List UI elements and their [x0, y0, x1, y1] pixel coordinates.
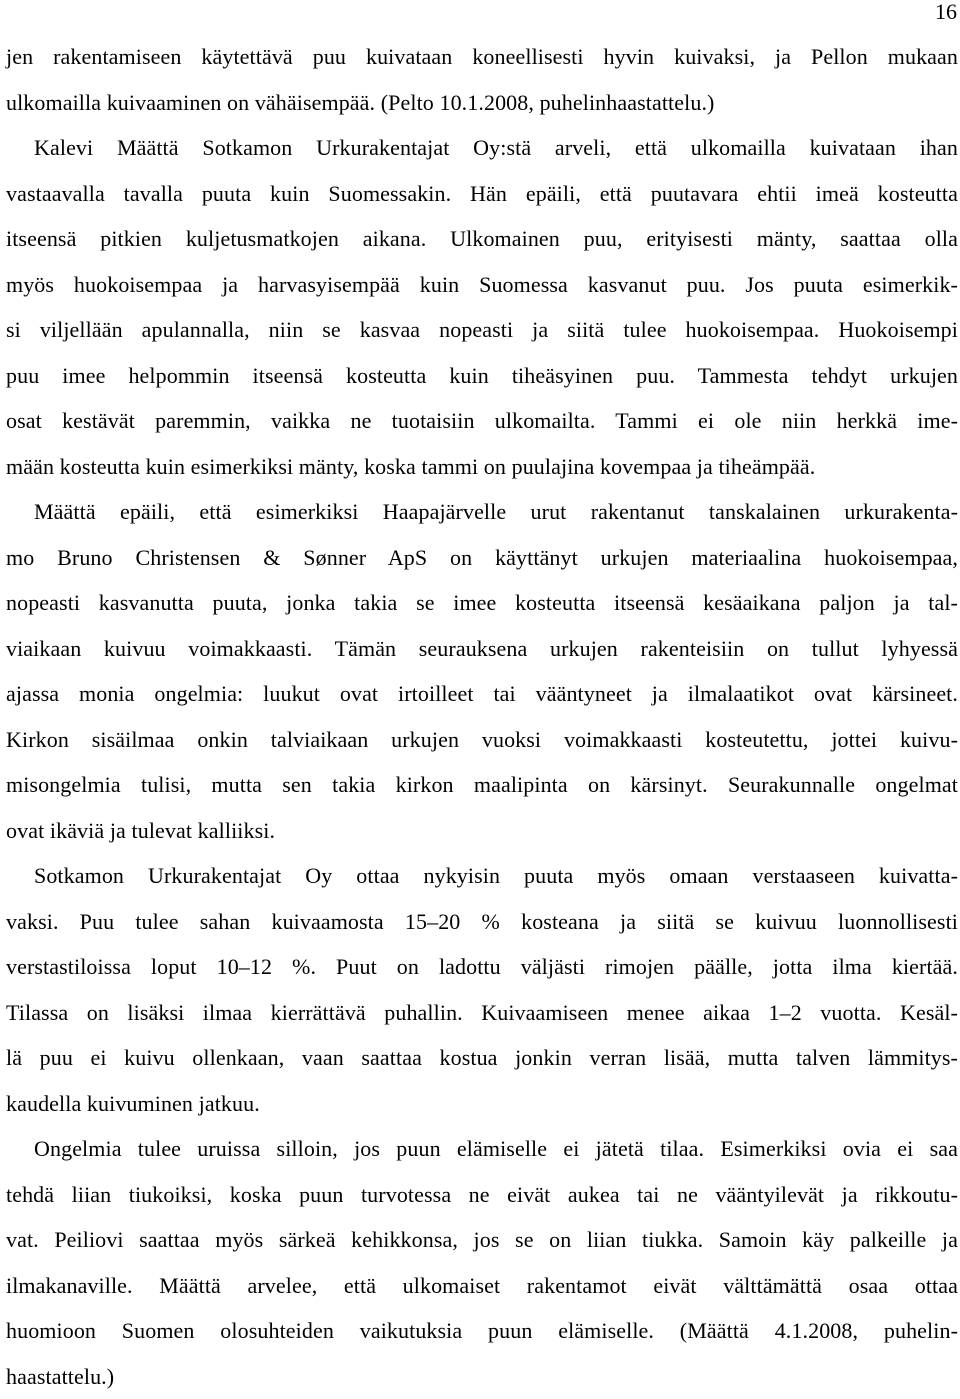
text-line: itseensä pitkien kuljetusmatkojen aikana. Ulkomainen puu, erityisesti mänty, saattaa olla [6, 216, 958, 262]
text-line: osat kestävät paremmin, vaikka ne tuotaisiin ulkomailta. Tammi ei ole niin herkkä ime- [6, 398, 958, 444]
text-line: ulkomailla kuivaaminen on vähäisempää. (Pelto 10.1.2008, puhelinhaastattelu.) [6, 80, 958, 126]
document-body [6, 34, 958, 1399]
text-line: myös huokoisempaa ja harvasyisempää kuin Suomessa kasvanut puu. Jos puuta esimerkik- [6, 262, 958, 308]
text-line: jen rakentamiseen käytettävä puu kuivataan koneellisesti hyvin kuivaksi, ja Pellon mukaan [6, 34, 958, 80]
text-line: mään kosteutta kuin esimerkiksi mänty, koska tammi on puulajina kovempaa ja tiheämpää. [6, 444, 958, 490]
text-line: huomioon Suomen olosuhteiden vaikutuksia puun elämiselle. (Määttä 4.1.2008, puhelin- [6, 1308, 958, 1354]
text-line: ajassa monia ongelmia: luukut ovat irtoilleet tai vääntyneet ja ilmalaatikot ovat kärsineet. [6, 671, 958, 717]
text-line: verstastiloissa loput 10–12 %. Puut on ladottu väljästi rimojen päälle, jotta ilma kiertää. [6, 944, 958, 990]
text-line: vastaavalla tavalla puuta kuin Suomessakin. Hän epäili, että puutavara ehtii imeä kosteutta [6, 171, 958, 217]
text-line: lä puu ei kuivu ollenkaan, vaan saattaa kostua jonkin verran lisää, mutta talven lämmitys- [6, 1035, 958, 1081]
text-line: Tilassa on lisäksi ilmaa kierrättävä puhallin. Kuivaamiseen menee aikaa 1–2 vuotta. Kesäl- [6, 990, 958, 1036]
text-line: mo Bruno Christensen & Sønner ApS on käyttänyt urkujen materiaalina huokoisempaa, [6, 535, 958, 581]
page-number: 16 [935, 0, 957, 24]
text-line: misongelmia tulisi, mutta sen takia kirkon maalipinta on kärsinyt. Seurakunnalle ongelmat [6, 762, 958, 808]
text-line: Ongelmia tulee uruissa silloin, jos puun elämiselle ei jätetä tilaa. Esimerkiksi ovia ei saa [6, 1126, 958, 1172]
text-line: si viljellään apulannalla, niin se kasvaa nopeasti ja siitä tulee huokoisempaa. Huokoisempi [6, 307, 958, 353]
text-line: nopeasti kasvanutta puuta, jonka takia se imee kosteutta itseensä kesäaikana paljon ja tal- [6, 580, 958, 626]
text-line: Määttä epäili, että esimerkiksi Haapajärvelle urut rakentanut tanskalainen urkurakenta- [6, 489, 958, 535]
text-line: kaudella kuivuminen jatkuu. [6, 1081, 958, 1127]
text-line: Kalevi Määttä Sotkamon Urkurakentajat Oy:stä arveli, että ulkomailla kuivataan ihan [6, 125, 958, 171]
text-line: ilmakanaville. Määttä arvelee, että ulkomaiset rakentamot eivät välttämättä osaa ottaa [6, 1263, 958, 1309]
text-line: haastattelu.) [6, 1354, 958, 1399]
text-line: viaikaan kuivuu voimakkaasti. Tämän seurauksena urkujen rakenteisiin on tullut lyhyessä [6, 626, 958, 672]
text-line: Sotkamon Urkurakentajat Oy ottaa nykyisin puuta myös omaan verstaaseen kuivatta- [6, 853, 958, 899]
text-line: vat. Peiliovi saattaa myös särkeä kehikkonsa, jos se on liian tiukka. Samoin käy palkeille ja [6, 1217, 958, 1263]
text-line: puu imee helpommin itseensä kosteutta kuin tiheäsyinen puu. Tammesta tehdyt urkujen [6, 353, 958, 399]
text-line: Kirkon sisäilmaa onkin talviaikaan urkujen vuoksi voimakkaasti kosteutettu, jottei kuivu- [6, 717, 958, 763]
text-line: ovat ikäviä ja tulevat kalliiksi. [6, 808, 958, 854]
text-line: tehdä liian tiukoiksi, koska puun turvotessa ne eivät aukea tai ne vääntyilevät ja rikkoutu- [6, 1172, 958, 1218]
text-line: vaksi. Puu tulee sahan kuivaamosta 15–20 % kosteana ja siitä se kuivuu luonnollisesti [6, 899, 958, 945]
